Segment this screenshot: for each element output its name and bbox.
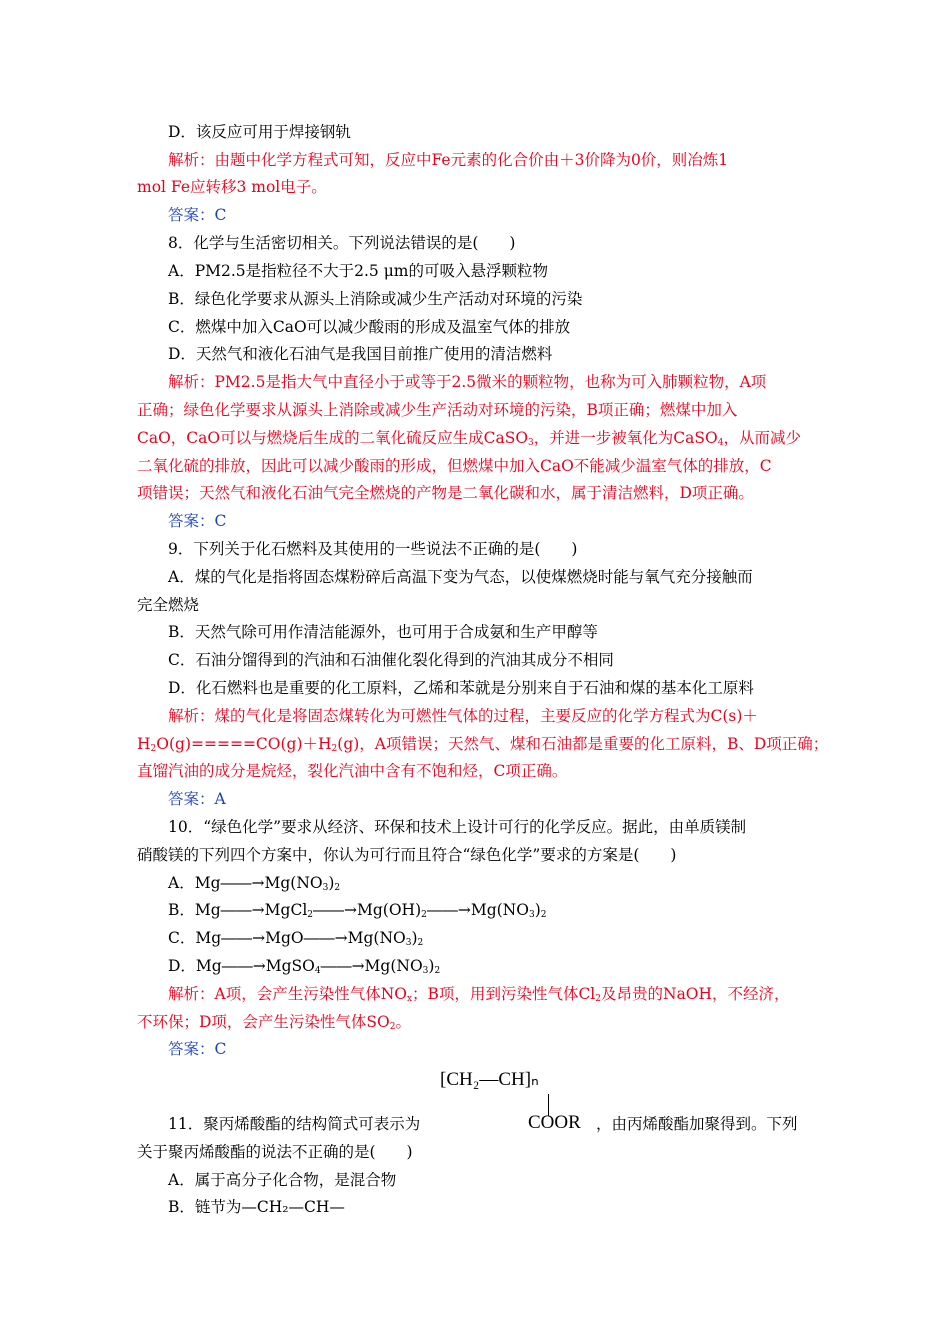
q8-stem: 8．化学与生活密切相关。下列说法错误的是( ) <box>168 234 516 252</box>
q11-option-b: B．链节为—CH₂—CH— <box>168 1198 345 1216</box>
q8-option-c: C．燃煤中加入CaO可以减少酸雨的形成及温室气体的排放 <box>168 318 571 336</box>
q8-analysis-line1: 解析：PM2.5是指大气中直径小于或等于2.5微米的颗粒物，也称为可入肺颗粒物，A项 <box>168 373 767 391</box>
q8-analysis-line4: 二氧化硫的排放，因此可以减少酸雨的形成，但燃煤中加入CaO不能减少温室气体的排放，C <box>137 457 772 475</box>
q9-option-d: D．化石燃料也是重要的化工原料，乙烯和苯就是分别来自于石油和煤的基本化工原料 <box>168 679 754 697</box>
q11-stem-line1-a: 11．聚丙烯酸酯的结构简式可表示为 <box>168 1115 421 1133</box>
q9-option-a-line1: A．煤的气化是指将固态煤粉碎后高温下变为气态，以使煤燃烧时能与氧气充分接触而 <box>168 568 753 586</box>
q10-analysis-line1: 解析：A项，会产生污染性气体$NO_x$；B项，用到污染性气体$Cl_2$及昂贵的NaOH，不经济， <box>168 985 790 1004</box>
q11-stem-line1-b: ，由丙烯酸酯加聚得到。下列 <box>596 1115 798 1133</box>
q9-option-b: B．天然气除可用作清洁能源外，也可用于合成氨和生产甲醇等 <box>168 623 598 641</box>
q10-option-d: D．$Mg――\to MgSO_4――\to Mg(NO_3)_2$ <box>168 957 441 976</box>
q8-option-d: D．天然气和液化石油气是我国目前推广使用的清洁燃料 <box>168 345 553 363</box>
q7-option-d: D．该反应可用于焊接钢轨 <box>168 123 351 141</box>
q10-option-c: C．$Mg――\to MgO――\to Mg(NO_3)_2$ <box>168 929 424 948</box>
q9-option-a-line2: 完全燃烧 <box>137 596 200 614</box>
q11-option-a: A．属于高分子化合物，是混合物 <box>168 1171 397 1189</box>
polyacrylate-structural-formula <box>440 1068 600 1138</box>
q8-option-b: B．绿色化学要求从源头上消除或减少生产活动对环境的污染 <box>168 290 583 308</box>
q7-analysis-line1: 解析：由题中化学方程式可知，反应中Fe元素的化合价由＋3价降为0价，则冶炼1 <box>168 151 729 169</box>
q9-analysis-line1: 解析：煤的气化是将固态煤转化为可燃性气体的过程，主要反应的化学方程式为C(s)＋ <box>168 707 758 725</box>
q10-answer: 答案：C <box>168 1040 227 1058</box>
q11-stem-line2: 关于聚丙烯酸酯的说法不正确的是( ) <box>137 1143 413 1161</box>
q7-analysis-line2: mol Fe应转移3 mol电子。 <box>137 178 327 196</box>
q9-answer: 答案：A <box>168 790 226 808</box>
formula-side-group: COOR <box>528 1112 581 1133</box>
q9-analysis-line2: $H_2O(g)=====CO(g)+H_2(g)$，A项错误；天然气、煤和石油都是重要的化工原料，B、D项正确； <box>137 735 829 754</box>
q9-option-c: C．石油分馏得到的汽油和石油催化裂化得到的汽油其成分不相同 <box>168 651 614 669</box>
q10-option-b: B．$Mg――\to MgCl_2――\to Mg(OH)_2――\to Mg(NO_3)_2$ <box>168 901 547 920</box>
q8-analysis-line2: 正确；绿色化学要求从源头上消除或减少生产活动对环境的污染，B项正确；燃煤中加入 <box>137 401 738 419</box>
q8-option-a: A．PM2.5是指粒径不大于2.5 μm的可吸入悬浮颗粒物 <box>168 262 548 280</box>
q9-analysis-line3: 直馏汽油的成分是烷烃，裂化汽油中含有不饱和烃，C项正确。 <box>137 762 568 780</box>
q8-analysis-line5: 项错误；天然气和液化石油气完全燃烧的产物是二氧化碳和水，属于清洁燃料，D项正确。 <box>137 484 754 502</box>
q10-option-a: A．$Mg――\to Mg(NO_3)_2$ <box>168 874 341 893</box>
q8-answer: 答案：C <box>168 512 227 530</box>
q10-analysis-line2: 不环保；D项，会产生污染性气体$SO_2$。 <box>137 1013 412 1032</box>
q7-answer: 答案：C <box>168 206 227 224</box>
q9-stem: 9．下列关于化石燃料及其使用的一些说法不正确的是( ) <box>168 540 578 558</box>
q8-analysis-line3: CaO，CaO可以与燃烧后生成的二氧化硫反应生成CaSO$_3$，并进一步被氧化为CaSO$_4$，从而减少 <box>137 429 801 448</box>
q10-stem-line2: 硝酸镁的下列四个方案中，你认为可行而且符合“绿色化学”要求的方案是( ) <box>137 846 677 864</box>
formula-repeat-unit: [CH₂—CH]ₙ <box>440 1069 539 1090</box>
q10-stem-line1: 10．“绿色化学”要求从经济、环保和技术上设计可行的化学反应。据此，由单质镁制 <box>168 818 747 836</box>
